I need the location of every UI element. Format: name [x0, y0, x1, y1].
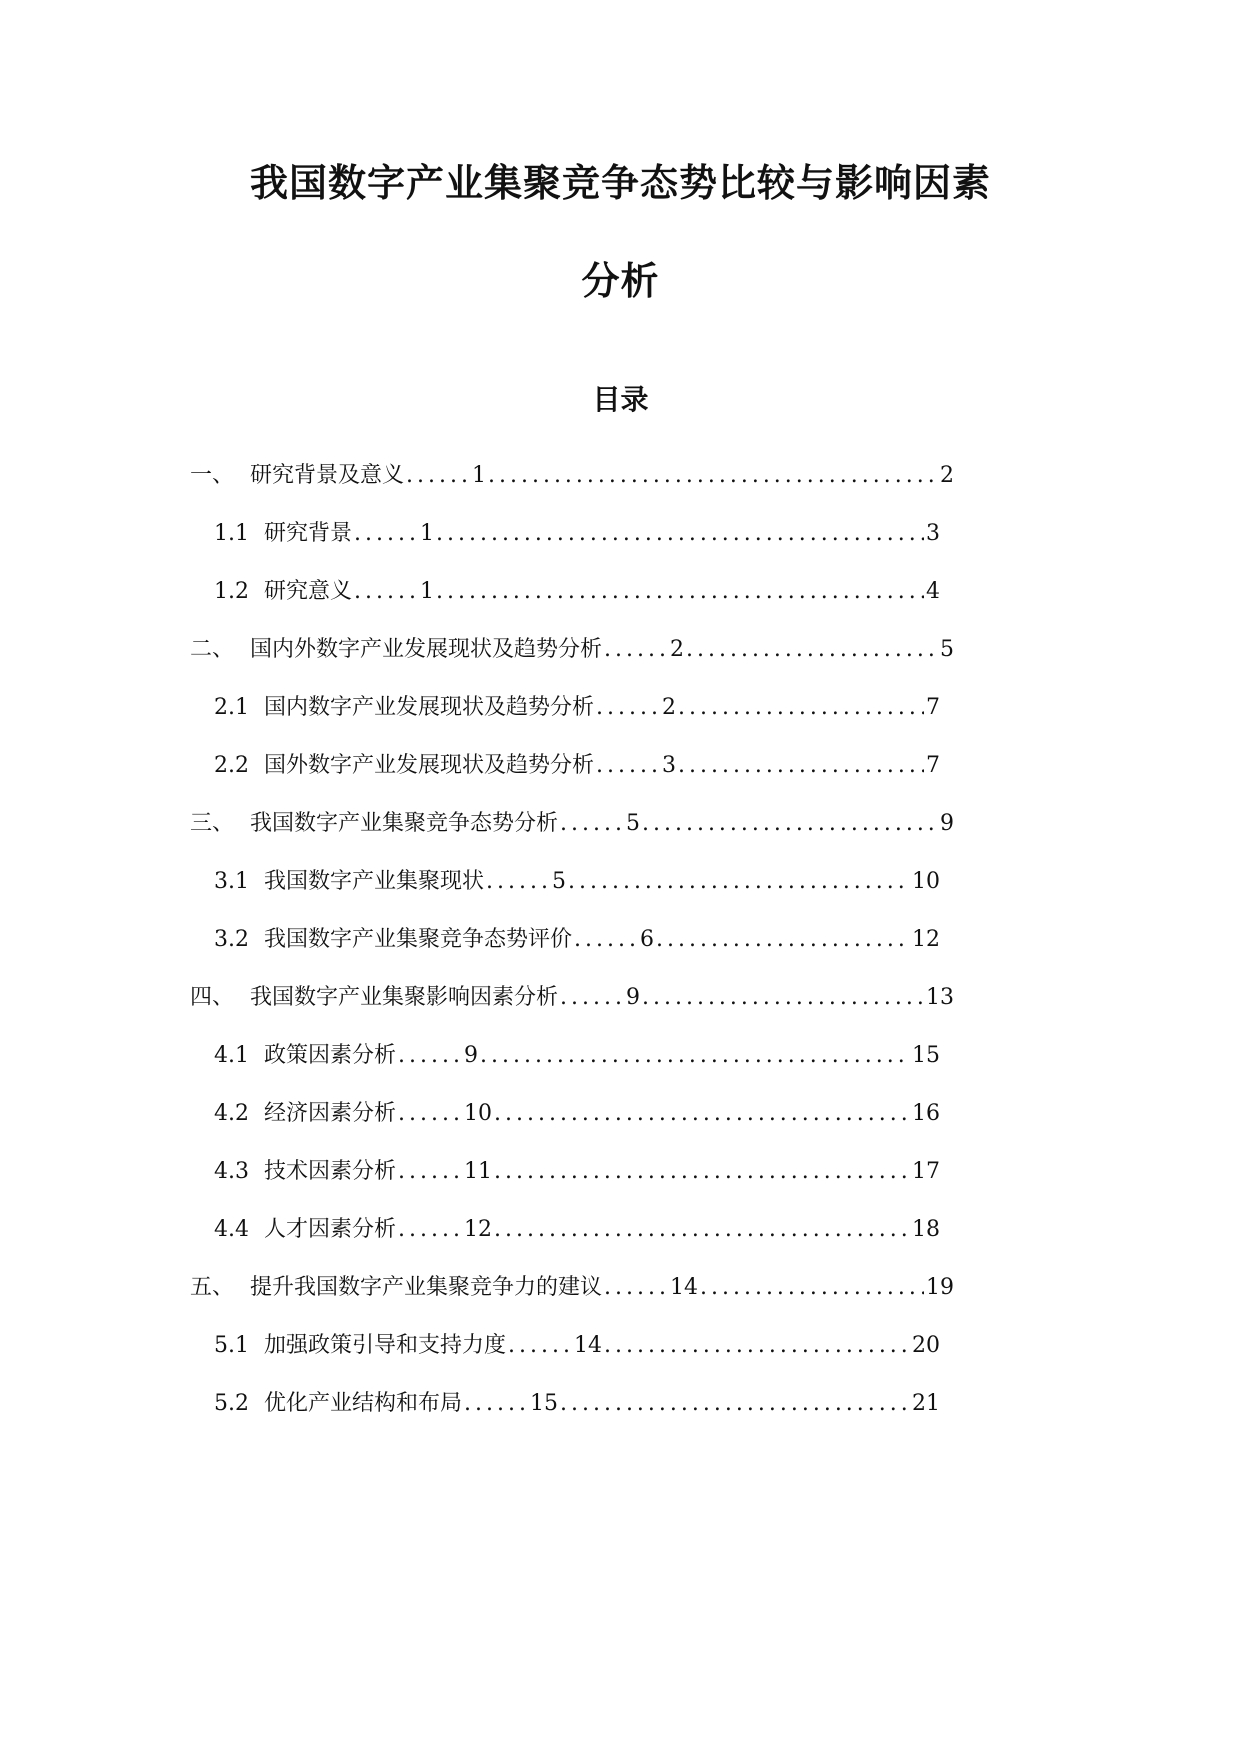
- toc-entry-number: 一、: [190, 463, 235, 488]
- toc-entry-dots: ......: [486, 869, 552, 894]
- toc-entry-number: 3.1: [214, 869, 249, 894]
- toc-entry-number: 4.4: [214, 1217, 249, 1242]
- toc-leader-dots: [566, 864, 910, 900]
- toc-entry[interactable]: [214, 864, 940, 900]
- toc-entry-dots: ......: [406, 463, 472, 488]
- toc-entry[interactable]: [190, 980, 954, 1016]
- toc-entry-page-number: 7: [926, 695, 940, 720]
- toc-leader-dots: [654, 922, 910, 958]
- toc-entry-number: 2.2: [214, 753, 249, 778]
- toc-entry-number: 4.3: [214, 1159, 249, 1184]
- toc-entry-title: 人才因素分析: [264, 1217, 397, 1242]
- toc-entry-number: 3.2: [214, 927, 249, 952]
- toc-entry-mid-number: 6: [639, 927, 654, 952]
- toc-entry-page-number: 15: [912, 1043, 940, 1068]
- toc-leader-dots: [640, 980, 924, 1016]
- toc-entry-page-number: 2: [940, 463, 954, 488]
- toc-entry-dots: ......: [354, 521, 420, 546]
- toc-entry-dots: ......: [596, 695, 662, 720]
- toc-entry-dots: ......: [560, 985, 626, 1010]
- toc-entry-mid-number: 11: [463, 1159, 492, 1184]
- toc-entry-mid-number: 2: [669, 637, 684, 662]
- toc-entry-page-number: 4: [926, 579, 940, 604]
- toc-entry-title: 加强政策引导和支持力度: [264, 1333, 507, 1358]
- toc-entry-mid-number: 14: [573, 1333, 602, 1358]
- toc-leader-dots: [676, 690, 924, 726]
- toc-entry-number: 5.2: [214, 1391, 249, 1416]
- toc-entry-number: 1.2: [214, 579, 249, 604]
- toc-entry-dots: ......: [574, 927, 640, 952]
- toc-entry-mid-number: 1: [419, 521, 434, 546]
- toc-entry-page-number: 17: [912, 1159, 940, 1184]
- toc-entry-title: 优化产业结构和布局: [264, 1391, 463, 1416]
- toc-entry[interactable]: [190, 806, 954, 842]
- toc-entry-number: 4.2: [214, 1101, 249, 1126]
- toc-entry-number: 2.1: [214, 695, 249, 720]
- toc-leader-dots: [492, 1154, 910, 1190]
- toc-entry-dots: ......: [398, 1101, 464, 1126]
- toc-entry[interactable]: [214, 1386, 940, 1422]
- toc-entry-page-number: 18: [912, 1217, 940, 1242]
- toc-entry-title: 我国数字产业集聚现状: [264, 869, 485, 894]
- toc-entry-title: 研究背景及意义: [250, 463, 405, 488]
- toc-leader-dots: [698, 1270, 924, 1306]
- toc-entry-mid-number: 15: [529, 1391, 558, 1416]
- toc-entry[interactable]: [214, 1212, 940, 1248]
- toc-entry-number: 1.1: [214, 521, 249, 546]
- toc-entry-page-number: 13: [926, 985, 954, 1010]
- toc-entry-dots: ......: [604, 637, 670, 662]
- toc-entry-page-number: 7: [926, 753, 940, 778]
- toc-entry-dots: ......: [604, 1275, 670, 1300]
- toc-entry-page-number: 19: [926, 1275, 954, 1300]
- toc-leader-dots: [640, 806, 938, 842]
- toc-leader-dots: [558, 1386, 910, 1422]
- document-title-line1: 我国数字产业集聚竞争态势比较与影响因素: [249, 161, 991, 205]
- toc-entry-page-number: 10: [912, 869, 940, 894]
- toc-entry-number: 二、: [190, 637, 235, 662]
- toc-entry-page-number: 20: [912, 1333, 940, 1358]
- toc-entry-title: 我国数字产业集聚影响因素分析: [250, 985, 559, 1010]
- toc-leader-dots: [684, 632, 938, 668]
- toc-leader-dots: [602, 1328, 910, 1364]
- toc-leader-dots: [492, 1096, 910, 1132]
- toc-entry-title: 我国数字产业集聚竞争态势分析: [250, 811, 559, 836]
- toc-leader-dots: [478, 1038, 910, 1074]
- toc-entry-title: 国内数字产业发展现状及趋势分析: [264, 695, 595, 720]
- toc-leader-dots: [434, 574, 924, 610]
- toc-entry-title: 经济因素分析: [264, 1101, 397, 1126]
- toc-entry[interactable]: [214, 574, 940, 610]
- toc-entry-mid-number: 3: [661, 753, 676, 778]
- toc-entry-title: 国内外数字产业发展现状及趋势分析: [250, 637, 603, 662]
- toc-entry[interactable]: [214, 922, 940, 958]
- toc-leader-dots: [676, 748, 924, 784]
- toc-entry-page-number: 21: [912, 1391, 940, 1416]
- toc-entry-mid-number: 5: [625, 811, 640, 836]
- toc-entry-page-number: 16: [912, 1101, 940, 1126]
- toc-entry-title: 研究意义: [264, 579, 353, 604]
- toc-entry-title: 技术因素分析: [264, 1159, 397, 1184]
- toc-entry[interactable]: [214, 748, 940, 784]
- toc-entry[interactable]: [190, 458, 954, 494]
- toc-leader-dots: [434, 516, 924, 552]
- toc-entry-dots: ......: [354, 579, 420, 604]
- toc-entry-mid-number: 1: [471, 463, 486, 488]
- toc-entry-dots: ......: [596, 753, 662, 778]
- toc-leader-dots: [486, 458, 938, 494]
- toc-entry[interactable]: [214, 1096, 940, 1132]
- toc-entry[interactable]: [214, 1154, 940, 1190]
- toc-entry-mid-number: 1: [419, 579, 434, 604]
- toc-entry[interactable]: [214, 516, 940, 552]
- toc-entry[interactable]: [214, 1328, 940, 1364]
- toc-leader-dots: [492, 1212, 910, 1248]
- toc-entry-dots: ......: [508, 1333, 574, 1358]
- toc-entry-page-number: 3: [926, 521, 940, 546]
- toc-entry-page-number: 5: [940, 637, 954, 662]
- toc-entry[interactable]: [190, 632, 954, 668]
- toc-entry-dots: ......: [398, 1217, 464, 1242]
- toc-entry-mid-number: 2: [661, 695, 676, 720]
- toc-entry-number: 三、: [190, 811, 235, 836]
- toc-entry[interactable]: [214, 1038, 940, 1074]
- toc-entry-mid-number: 12: [463, 1217, 492, 1242]
- toc-entry-dots: ......: [398, 1043, 464, 1068]
- toc-entry-mid-number: 14: [669, 1275, 698, 1300]
- toc-entry-title: 政策因素分析: [264, 1043, 397, 1068]
- toc-entry-page-number: 9: [940, 811, 954, 836]
- toc-entry-page-number: 12: [912, 927, 940, 952]
- toc-entry-number: 5.1: [214, 1333, 249, 1358]
- toc-entry[interactable]: [190, 1270, 954, 1306]
- toc-entry-title: 国外数字产业发展现状及趋势分析: [264, 753, 595, 778]
- toc-entry-number: 五、: [190, 1275, 235, 1300]
- toc-entry-mid-number: 5: [551, 869, 566, 894]
- toc-entry-mid-number: 9: [625, 985, 640, 1010]
- toc-entry-dots: ......: [464, 1391, 530, 1416]
- toc-entry-dots: ......: [398, 1159, 464, 1184]
- toc-entry-mid-number: 9: [463, 1043, 478, 1068]
- toc-entry-title: 我国数字产业集聚竞争态势评价: [264, 927, 573, 952]
- toc-entry-title: 研究背景: [264, 521, 353, 546]
- toc-entry-dots: ......: [560, 811, 626, 836]
- document-title-line2: 分析: [581, 259, 660, 303]
- toc-entry-number: 4.1: [214, 1043, 249, 1068]
- toc-entry[interactable]: [214, 690, 940, 726]
- toc-entry-mid-number: 10: [463, 1101, 492, 1126]
- toc-entry-title: 提升我国数字产业集聚竞争力的建议: [250, 1275, 603, 1300]
- toc-heading: 目录: [592, 383, 649, 416]
- toc-entry-number: 四、: [190, 985, 235, 1010]
